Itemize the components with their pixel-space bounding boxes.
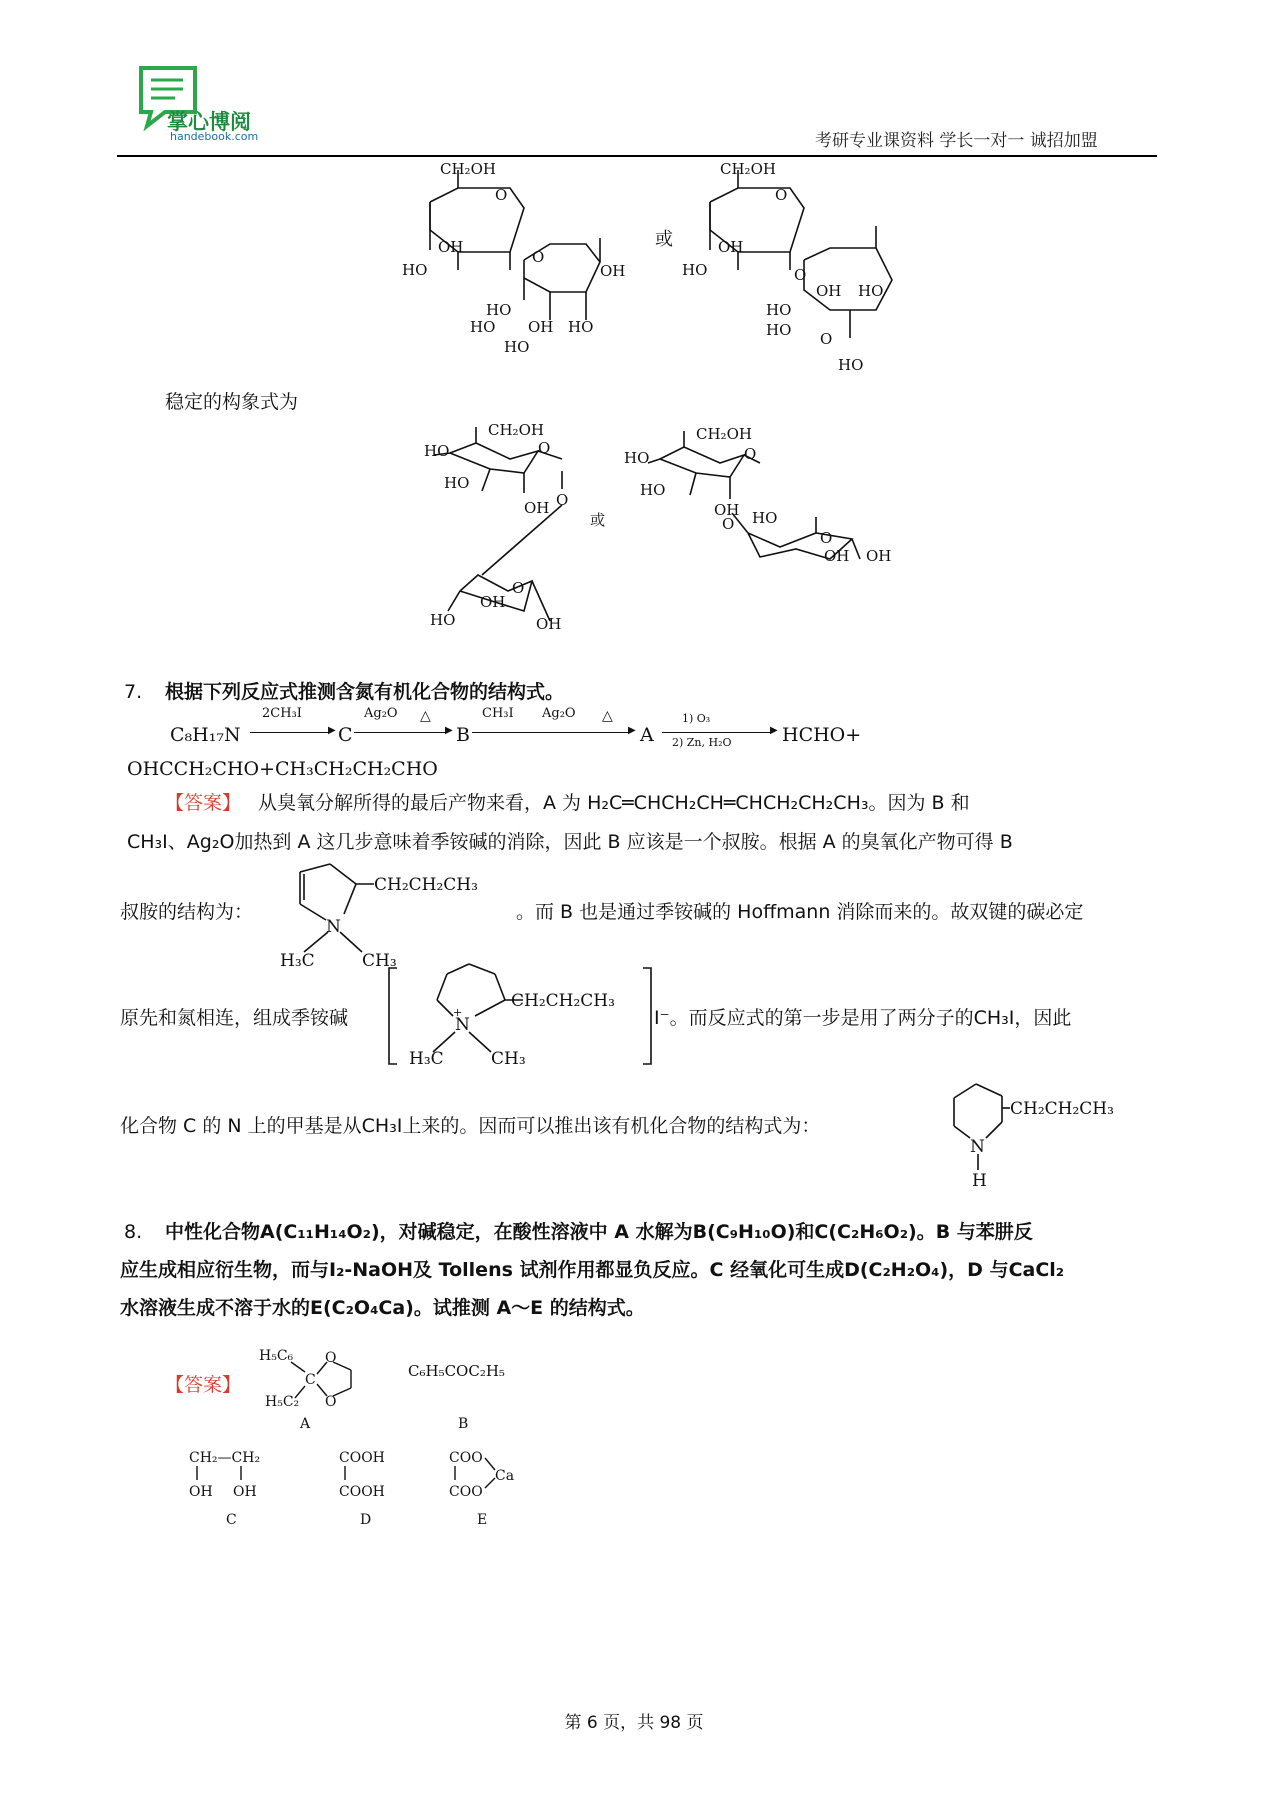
compound-D-name: D [360,1512,372,1528]
structure-label: OH [189,1484,213,1500]
haworth-label: O [794,266,807,284]
reaction-arrow [662,732,772,733]
haworth-label: HO [766,301,792,319]
compound-C: C [338,724,353,746]
structure-label: H₅C₂ [265,1394,300,1410]
haworth-label: HO [470,318,496,336]
haworth-label: HO [402,261,428,279]
answer-tag: 【答案】 [165,1374,242,1396]
answer-text: CH₃I、Ag₂O加热到 A 这几步意味着季铵碱的消除，因此 B 应该是一个叔胺。根据 A 的臭氧化产物可得 B [127,831,1013,853]
final-label: H [972,1171,987,1188]
chair-label: OH [714,501,740,519]
answer-tag: 【答案】 [165,792,242,814]
disaccharide-haworth-left [400,160,660,360]
chair-label: HO [430,611,456,629]
chair-label: OH [866,547,892,565]
reaction-start: C₈H₁₇N [170,724,241,746]
chair-label: OH [536,615,562,633]
haworth-label: OH [816,282,842,300]
compound-E-structure [445,1446,535,1506]
final-label: N [970,1137,985,1157]
compound-E-name: E [477,1512,488,1528]
or-label: 或 [590,511,606,529]
structure-label: COOH [339,1484,385,1500]
compound-A-structure [255,1340,375,1440]
answer-text: 从臭氧分解所得的最后产物来看，A 为 H₂C═CHCH₂CH═CHCH₂CH₂CH₃。因为 B 和 [258,792,970,814]
product-formaldehyde: HCHO+ [782,724,862,746]
haworth-label: O [532,248,545,266]
structure-label: OH [233,1484,257,1500]
reaction-arrow [250,732,330,733]
compound-C-name: C [226,1512,237,1528]
quat-label: CH₂CH₂CH₃ [511,991,615,1011]
chair-label: HO [624,449,650,467]
haworth-label: HO [486,301,512,319]
chair-label: OH [524,499,550,517]
page-number: 第 6 页，共 98 页 [564,1713,704,1733]
answer-text: 。而 B 也是通过季铵碱的 Hoffmann 消除而来的。故双键的碳必定 [516,901,1084,923]
reagent-label: Ag₂O [364,706,398,721]
haworth-label: O [820,330,833,348]
haworth-label: HO [504,338,530,356]
haworth-label: CH₂OH [720,160,776,178]
chair-label: HO [752,509,778,527]
haworth-label: OH [438,238,464,256]
reagent-label: 2CH₃I [262,706,302,721]
compound-A-name: A [300,1416,311,1432]
haworth-label: OH [528,318,554,336]
reagent-label: Ag₂O [542,706,576,721]
chair-label: CH₂OH [488,421,544,439]
compound-A: A [640,724,654,746]
compound-B: B [456,724,470,746]
answer-text: 化合物 C 的 N 上的甲基是从CH₃I上来的。因而可以推出该有机化合物的结构式为： [120,1115,821,1137]
compound-D-structure [335,1446,415,1506]
structure-label: COO [449,1484,483,1500]
chair-label: O [556,491,569,509]
q8-text: 中性化合物A(C₁₁H₁₄O₂)，对碱稳定，在酸性溶液中 A 水解为B(C₉H₁₀O)和C(C₂H₆O₂)。B 与苯肼反 [165,1221,1033,1243]
chair-label: O [744,445,757,463]
haworth-label: O [495,186,508,204]
haworth-label: HO [766,321,792,339]
amine-label: CH₂CH₂CH₃ [374,875,478,895]
header-rule [117,155,1157,157]
amine-label: CH₃ [362,951,397,970]
structure-label: C [305,1372,316,1388]
reaction-arrow [472,732,532,733]
heat-symbol: △ [602,708,613,724]
amine-label: N [326,917,341,937]
q8-text: 应生成相应衍生物，而与I₂-NaOH及 Tollens 试剂作用都显负反应。C 经氧化可生成D(C₂H₂O₄)，D 与CaCl₂ [120,1259,1065,1281]
chair-label: O [820,529,833,547]
quat-label: N [455,1015,470,1035]
chair-label: HO [640,481,666,499]
chair-label: CH₂OH [696,425,752,443]
haworth-label: O [775,186,788,204]
final-label: CH₂CH₂CH₃ [1010,1099,1114,1119]
amine-label: H₃C [280,951,315,970]
disaccharide-haworth-right [680,160,940,380]
haworth-label: OH [600,262,626,280]
logo-name: 掌心博阅 [167,110,251,134]
or-label: 或 [655,229,673,250]
chair-label: OH [480,593,506,611]
compound-C-structure [185,1446,285,1506]
answer-text: 叔胺的结构为： [120,901,254,923]
haworth-label: CH₂OH [440,160,496,178]
structure-label: COO [449,1450,483,1466]
header-tagline: 考研专业课资料 学长一对一 诚招加盟 [815,131,1098,151]
haworth-label: HO [858,282,884,300]
chair-label: HO [444,474,470,492]
structure-label: Ca [495,1468,515,1484]
logo-url: handebook.com [170,130,259,143]
answer-text: I⁻。而反应式的第一步是用了两分子的CH₃I，因此 [654,1007,1072,1029]
haworth-label: HO [568,318,594,336]
q7-title: 根据下列反应式推测含氮有机化合物的结构式。 [165,681,565,703]
structure-label: O [325,1394,337,1410]
reagent-label: 2) Zn, H₂O [672,736,732,749]
compound-B-name: B [458,1416,469,1432]
haworth-label: HO [838,356,864,374]
quat-label: + [453,1006,463,1019]
reaction-arrow [410,732,446,733]
answer-text: 原先和氮相连，组成季铵碱 [120,1007,349,1029]
structure-label: H₅C₆ [259,1348,294,1364]
reagent-label: CH₃I [482,706,514,721]
chair-label: HO [424,442,450,460]
quat-label: H₃C [409,1049,444,1069]
q8-text: 水溶液生成不溶于水的E(C₂O₄Ca)。试推测 A～E 的结构式。 [120,1297,645,1319]
structure-label: CH₂—CH₂ [189,1450,261,1466]
chair-label: O [538,439,551,457]
tertiary-amine-structure [270,860,510,970]
chair-label: OH [824,547,850,565]
chair-label: O [722,515,735,533]
disaccharide-chair-right [620,415,910,585]
reaction-arrow [592,732,630,733]
structure-label: O [325,1350,337,1366]
haworth-label: OH [718,238,744,256]
heat-symbol: △ [420,708,431,724]
q7-number: 7. [124,681,143,703]
final-piperidine-structure [940,1078,1140,1188]
structure-label: COOH [339,1450,385,1466]
reaction-arrow [532,732,592,733]
q8-number: 8. [124,1221,143,1243]
reagent-label: 1) O₃ [682,712,711,725]
q7-reaction-scheme: C₈H₁₇N 2CH₃I ▶ C Ag₂O △ ▶ B CH₃I Ag₂O △ ▶ A 1) O₃ ▶ 2) Zn, H₂O HCHO+ [170,706,862,749]
reaction-products: OHCCH₂CHO+CH₃CH₂CH₂CHO [127,758,438,780]
reaction-arrow [354,732,410,733]
compound-B-formula: C₆H₅COC₂H₅ [408,1362,505,1380]
chair-label: O [512,579,525,597]
quat-label: CH₃ [491,1049,526,1069]
quaternary-ammonium-structure [385,960,655,1070]
stable-conformation-label: 稳定的构象式为 [165,391,299,413]
haworth-label: HO [682,261,708,279]
